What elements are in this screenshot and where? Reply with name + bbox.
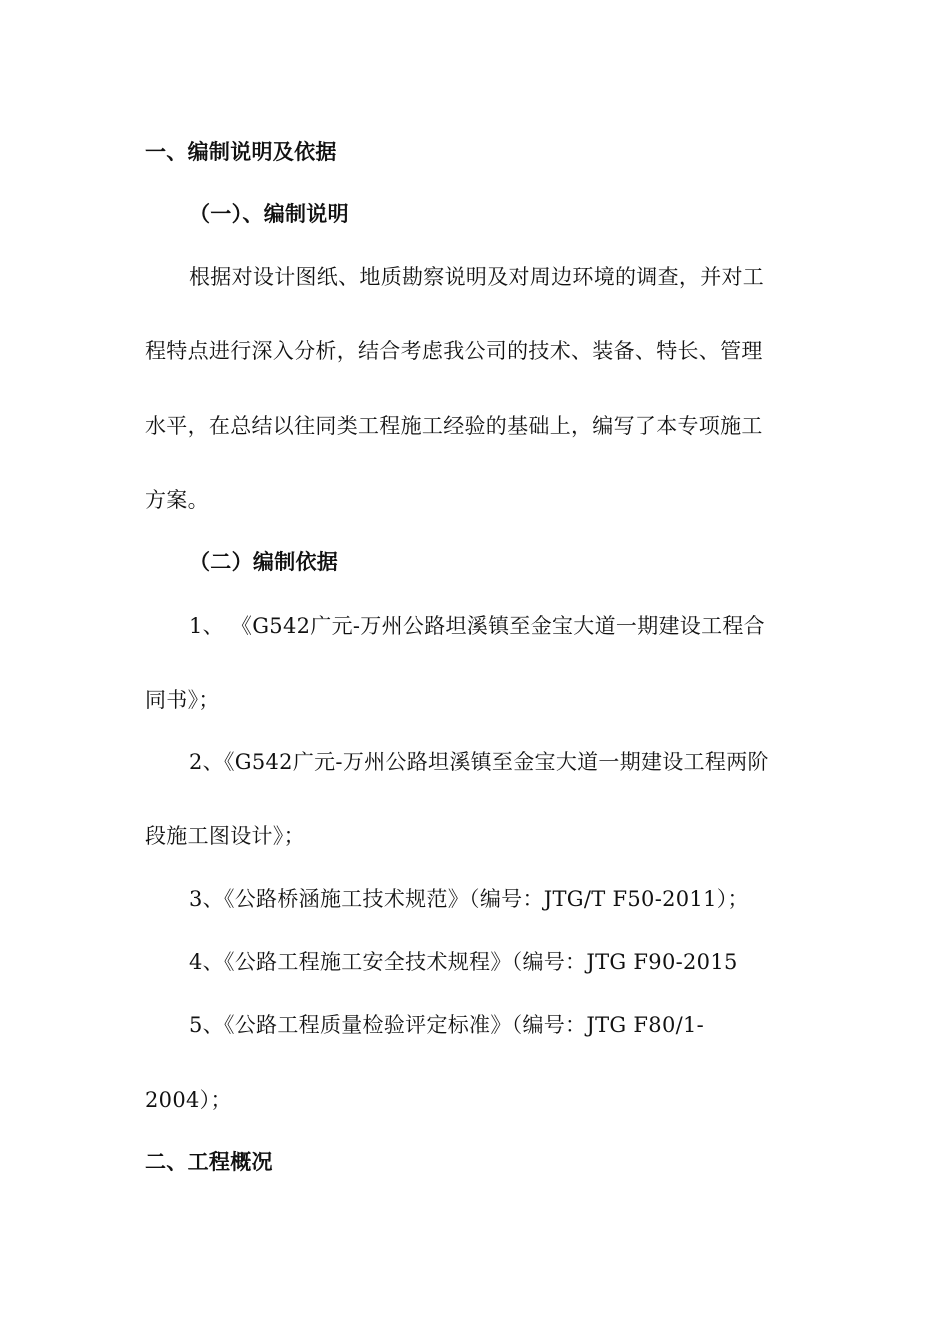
paragraph-line: 水平，在总结以往同类工程施工经验的基础上，编写了本专项施工 [145,414,763,438]
subsection-heading-2: （二）编制依据 [189,550,339,574]
paragraph-line: 根据对设计图纸、地质勘察说明及对周边环境的调查，并对工 [189,265,765,289]
subsection-heading-1: （一）、编制说明 [189,202,349,226]
basis-item-line: 同书》； [145,688,220,712]
section-heading-1: 一、编制说明及依据 [145,140,337,164]
basis-item-line: 2004）； [145,1088,232,1112]
basis-item-line: 段施工图设计》； [145,824,305,848]
basis-item-line: 2、《G542广元-万州公路坦溪镇至金宝大道一期建设工程两阶 [189,750,769,774]
basis-item-line: 3、《公路桥涵施工技术规范》（编号：JTG/T F50-2011）； [189,887,749,911]
section-heading-2: 二、工程概况 [145,1150,273,1174]
paragraph-line: 程特点进行深入分析，结合考虑我公司的技术、装备、特长、管理 [145,339,763,363]
paragraph-line: 方案。 [145,488,209,512]
basis-item-line: 4、《公路工程施工安全技术规程》（编号：JTG F90-2015 [189,950,738,974]
basis-item-line: 1、 《G542广元-万州公路坦溪镇至金宝大道一期建设工程合 [189,614,765,638]
basis-item-line: 5、《公路工程质量检验评定标准》（编号：JTG F80/1- [189,1013,705,1037]
